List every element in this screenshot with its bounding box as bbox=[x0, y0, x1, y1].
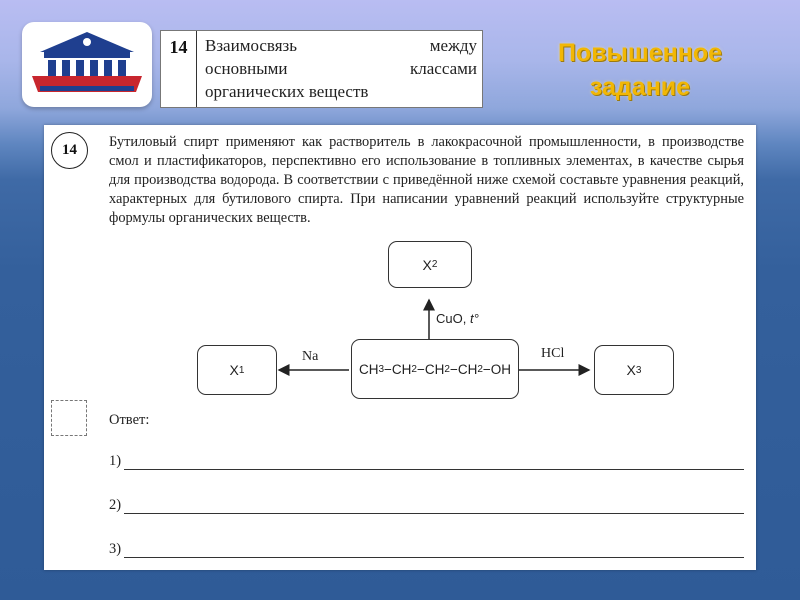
topic-title-line: Взаимосвязь между bbox=[205, 36, 477, 55]
university-building-icon bbox=[22, 22, 152, 107]
task-number-circle: 14 bbox=[51, 132, 88, 169]
scheme-node-x1: X 1 bbox=[197, 345, 277, 395]
topic-title-line: основными классами bbox=[205, 59, 477, 78]
answer-label: Ответ: bbox=[109, 412, 150, 428]
topic-title bbox=[205, 34, 477, 103]
answer-line-3[interactable]: 3) bbox=[109, 541, 744, 561]
reagent-na-label: Na bbox=[302, 349, 319, 364]
difficulty-level-heading bbox=[520, 36, 760, 104]
reagent-cuo-label: CuO, t° bbox=[436, 311, 479, 326]
topic-card bbox=[160, 30, 483, 108]
topic-number: 14 bbox=[161, 31, 197, 107]
answer-line-2[interactable]: 2) bbox=[109, 497, 744, 517]
scheme-node-x3: X 3 bbox=[594, 345, 674, 395]
reagent-hcl-label: HCl bbox=[541, 346, 565, 361]
difficulty-level-line: Повышенное bbox=[557, 39, 723, 67]
topic-title-line: органических веществ bbox=[205, 82, 369, 101]
scheme-node-butanol: CH 3 −CH 2 −CH 2 −CH 2 −OH bbox=[351, 339, 519, 399]
answer-line-1[interactable]: 1) bbox=[109, 453, 744, 473]
university-logo bbox=[22, 22, 152, 107]
score-box bbox=[51, 400, 87, 436]
difficulty-level-line: задание bbox=[589, 73, 691, 101]
task-sheet bbox=[44, 125, 756, 570]
scheme-node-x2: X 2 bbox=[388, 241, 472, 288]
task-statement: Бутиловый спирт применяют как растворитель в лакокрасочной промышленности, в производстве смол и пластификаторов, перспективно его использование в топливных элементах, в качестве сырья для производства водорода. В соответствии с приведённой ниже схемой составьте уравнения реакций, характерных для бутилового спирта. При написании уравнений реакций используйте структурные формулы органических веществ. bbox=[109, 134, 744, 226]
